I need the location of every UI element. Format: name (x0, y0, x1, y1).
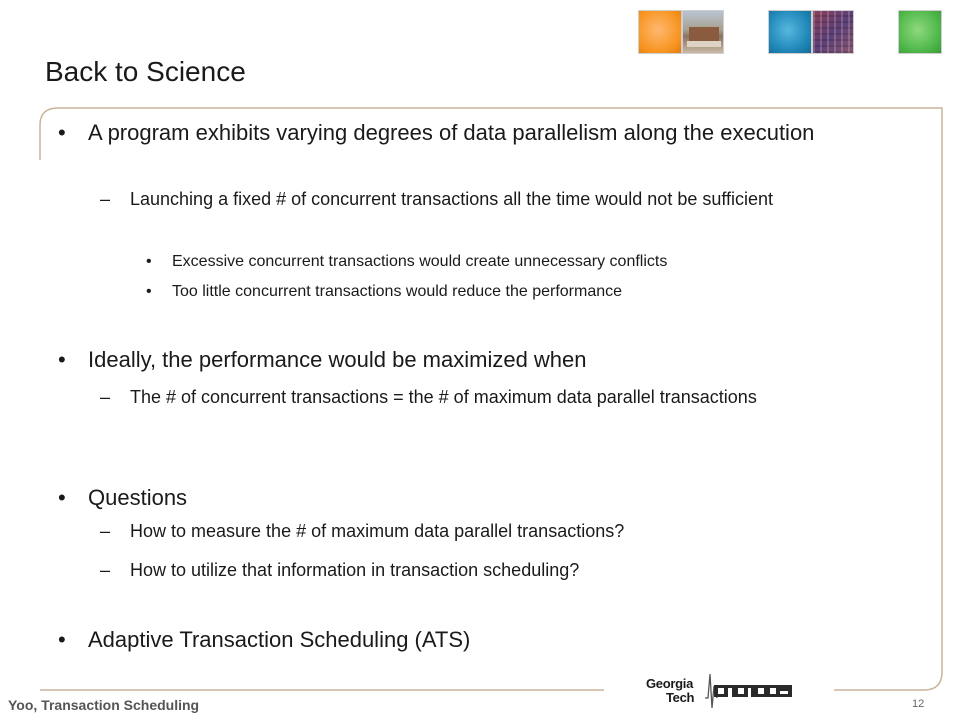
logo-line-georgia: Georgia (646, 676, 694, 691)
bullet-marker: • (58, 627, 66, 652)
mars-wordmark-glyphs (714, 685, 792, 697)
sub-sub-bullet-marker: • (146, 283, 152, 300)
sub-bullet-marker: – (100, 560, 111, 580)
bullet-2-sub-1-text: The # of concurrent transactions = the # of maximum data parallel transactions (130, 387, 757, 407)
slide-title: Back to Science (45, 56, 246, 87)
bullet-marker: • (58, 485, 66, 510)
logo-line-tech: Tech (666, 690, 695, 705)
sub-bullet-marker: – (100, 189, 111, 209)
bullet-marker: • (58, 347, 66, 372)
bullet-1-text: A program exhibits varying degrees of data parallelism along the execution (88, 120, 815, 145)
sub-bullet-marker: – (100, 387, 111, 407)
mars-wordmark (714, 684, 792, 696)
bullet-marker: • (58, 120, 66, 145)
bullet-1-sub-1-a-text: Excessive concurrent transactions would create unnecessary conflicts (172, 253, 668, 270)
bullet-1-sub-1-b-text: Too little concurrent transactions would reduce the performance (172, 283, 623, 300)
footer-author-title: Yoo, Transaction Scheduling (8, 697, 200, 713)
bullet-4-text: Adaptive Transaction Scheduling (ATS) (88, 627, 471, 652)
bullet-3-sub-2-text: How to utilize that information in transaction scheduling? (130, 560, 580, 580)
bullet-3-text: Questions (88, 485, 188, 510)
georgia-tech-mars-logo (604, 664, 830, 714)
bullet-2-text: Ideally, the performance would be maximized when (88, 347, 587, 372)
bullet-1-sub-1-text: Launching a fixed # of concurrent transactions all the time would not be sufficient (130, 189, 774, 209)
page-number: 12 (912, 698, 925, 710)
sub-bullet-marker: – (100, 521, 111, 541)
sub-sub-bullet-marker: • (146, 253, 152, 270)
bullet-3-sub-1-text: How to measure the # of maximum data parallel transactions? (130, 521, 625, 541)
